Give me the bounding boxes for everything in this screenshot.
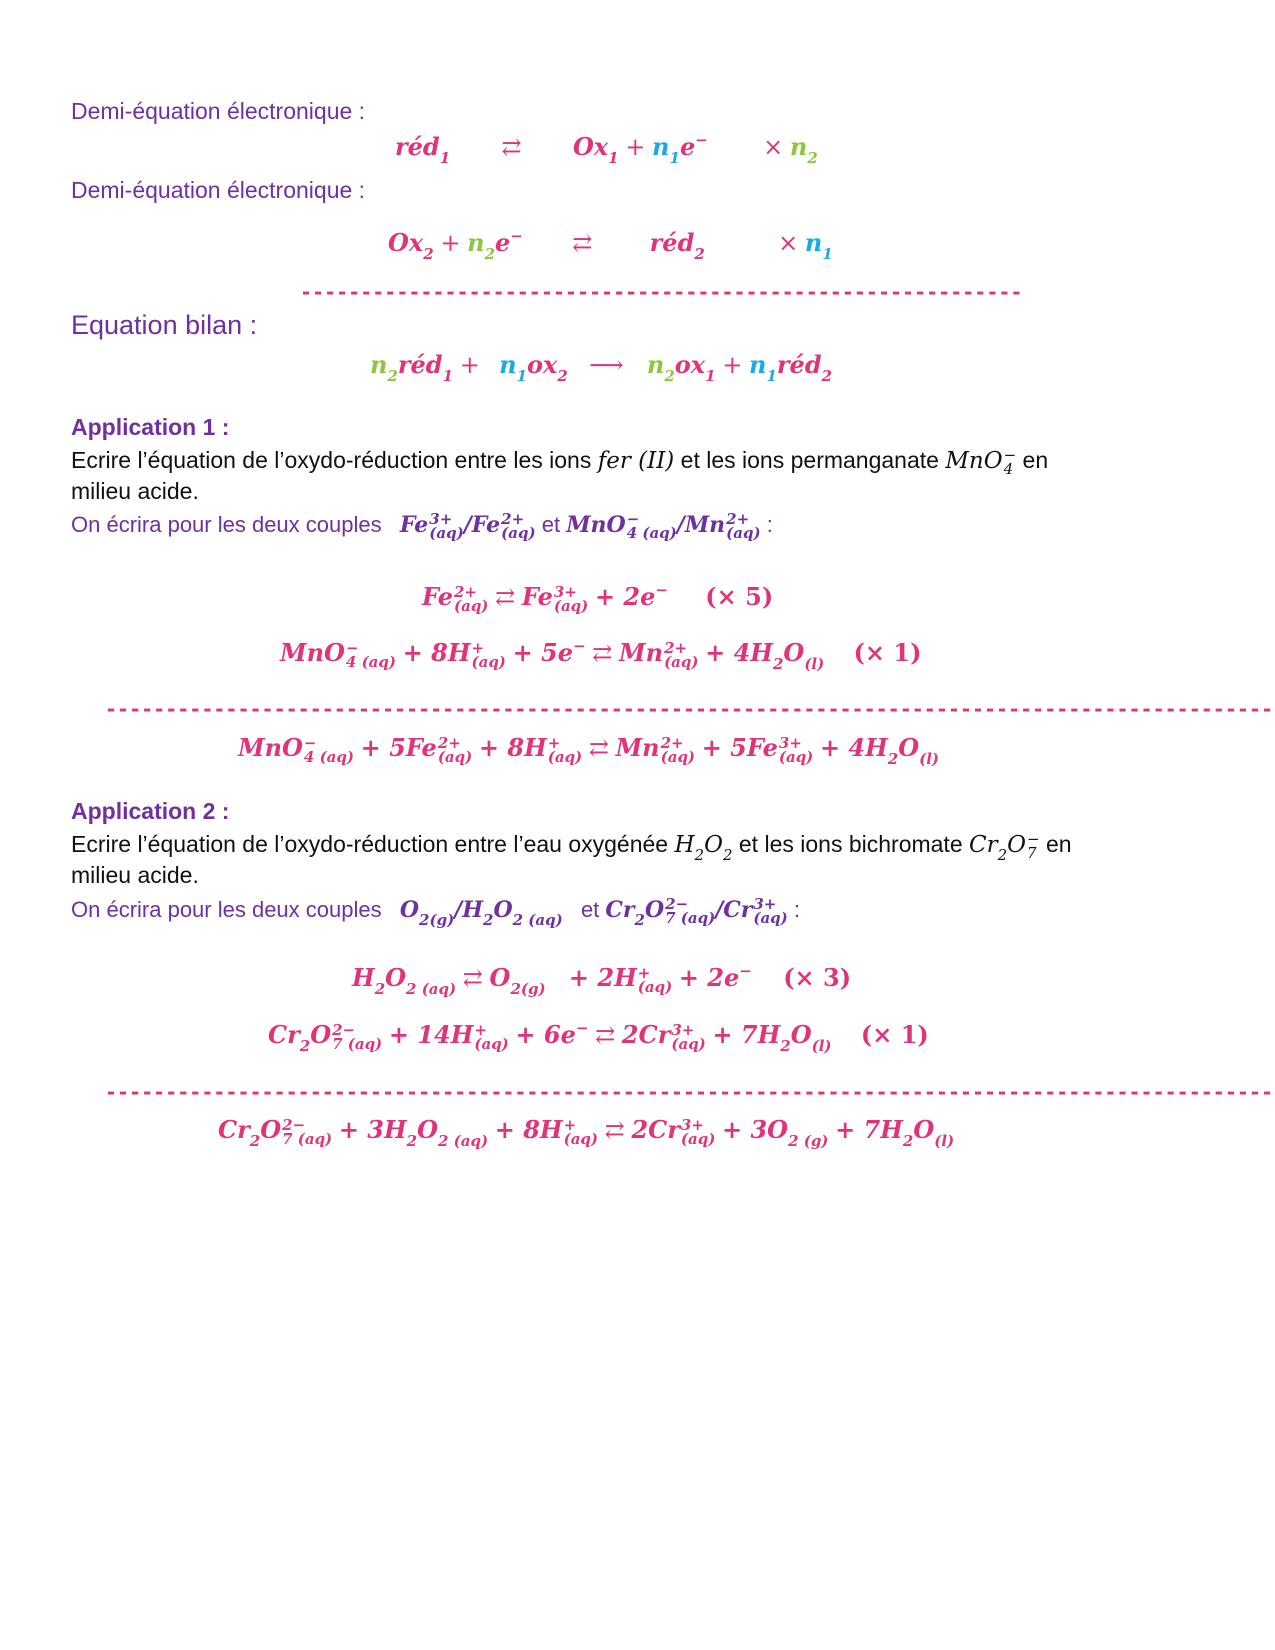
coef-n2: $n_2$ <box>370 350 398 385</box>
demi-equation-1 <box>395 131 818 167</box>
coef-n1b: $n_1$ <box>749 350 777 385</box>
couple-fe: Fe 3+ (aq) /Fe 2+ (aq) <box>399 510 536 542</box>
statement-text-2: et les ions permanganate <box>674 447 946 473</box>
application-2-title: Application 2 : <box>71 798 230 824</box>
coef-n1: $n_1$ <box>499 350 528 385</box>
red-term: réd$_2$ <box>649 228 705 263</box>
application-2-couples <box>71 895 801 929</box>
electron: e− <box>495 227 523 257</box>
statement-text-2: et les ions bichromate <box>732 831 970 857</box>
h-term: + 8H + (aq) <box>494 1115 598 1148</box>
fe3-term: Fe 3+ (aq) <box>521 582 589 615</box>
n2-multiplier: $n_2$ <box>789 132 818 167</box>
app1-half-equation-1 <box>422 582 773 613</box>
cr2o7-formula: $Cr_2O$ − 7 <box>969 830 1040 864</box>
h2o2-formula: $H_2O_2$ <box>674 832 733 864</box>
fer-ii: fer (II) <box>597 448 675 474</box>
cr2o7-term: $Cr_2O$ 2− 7 (aq) <box>268 1020 383 1055</box>
application-2-statement-line2: milieu acide. <box>71 862 199 888</box>
plus-sign: + <box>459 351 480 379</box>
app2-half-equation-2 <box>268 1019 929 1055</box>
app2-half-equation-1 <box>352 962 852 998</box>
plus-sign: + <box>625 133 646 161</box>
mno4-term: MnO − 4 (aq) <box>238 733 354 766</box>
plus-sign: + <box>440 229 461 257</box>
equilibrium-arrow: ⇄ <box>604 1116 625 1144</box>
et-word: et <box>541 512 561 537</box>
statement-text-3: en <box>1039 831 1072 857</box>
multiplier: (× 1) <box>853 638 922 667</box>
application-1-couples <box>71 512 773 540</box>
couple-cr: $Cr_2O$ 2− 7 (aq) /Cr 3+ (aq) <box>605 895 788 929</box>
times-sign: × <box>763 133 784 161</box>
statement-text: Ecrire l’équation de l’oxydo-réduction entre l’eau oxygénée <box>71 831 675 857</box>
h-term: + 2H + (aq) <box>568 963 673 996</box>
application-2-statement <box>71 830 1072 864</box>
electron: e− <box>679 131 708 161</box>
application-1-statement-line2: milieu acide. <box>71 478 199 504</box>
mno4-formula: MnO − 4 <box>945 446 1017 478</box>
colon: : <box>793 897 801 922</box>
electron-term: + 2e− <box>594 581 668 611</box>
demi-equation-1-label: Demi-équation électronique : <box>71 98 366 124</box>
mn-term: Mn 2+ (aq) <box>619 638 699 671</box>
h2o2-term: $H_2O_{2 (aq)}$ <box>352 963 457 998</box>
application-1-title: Application 1 : <box>71 414 230 440</box>
n2-coefficient: $n_2$ <box>467 228 495 263</box>
o2-term: + $3O_{2 (g)}$ <box>721 1115 829 1150</box>
couples-label: On écrira pour les deux couples <box>71 897 382 922</box>
reaction-arrow: ⟶ <box>589 351 624 379</box>
statement-text: Ecrire l’équation de l’oxydo-réduction entre les ions <box>71 447 598 473</box>
electron-term: + 2e− <box>678 962 752 992</box>
fe3-term: + 5Fe 3+ (aq) <box>701 733 814 766</box>
ox-term: $Ox_2$ <box>388 228 434 263</box>
couple-o2: $O_{2(g)}/H_2O_{2 (aq)}$ <box>399 897 563 929</box>
equilibrium-arrow: ⇄ <box>595 1021 616 1049</box>
multiplier: (× 3) <box>783 963 852 992</box>
mn-term: Mn 2+ (aq) <box>615 733 696 766</box>
equilibrium-arrow: ⇄ <box>572 229 593 257</box>
red2-term: réd$_2$ <box>776 350 833 385</box>
equilibrium-arrow: ⇄ <box>462 964 483 992</box>
h-term: + 14H + (aq) <box>388 1020 509 1053</box>
statement-text-3: en <box>1016 447 1049 473</box>
et-word: et <box>580 897 600 922</box>
electron-term: + 5e− <box>512 637 586 667</box>
app1-half-equation-2 <box>280 637 922 673</box>
fe2-term: + 5Fe 2+ (aq) <box>360 733 473 766</box>
multiplier: (× 1) <box>860 1020 929 1049</box>
water-term: + $7H_2O_{(l)}$ <box>712 1020 832 1055</box>
cr3-term: 2Cr 3+ (aq) <box>631 1115 716 1148</box>
app2-equation-bilan <box>218 1115 955 1150</box>
h-term: + 8H + (aq) <box>478 733 583 766</box>
electron-term: + 6e− <box>515 1019 589 1049</box>
water-term: + $4H_2O_{(l)}$ <box>705 638 825 673</box>
equilibrium-arrow: ⇄ <box>592 639 613 667</box>
couples-label: On écrira pour les deux couples <box>71 512 382 537</box>
application-1-statement <box>71 447 1048 476</box>
fe2-term: Fe 2+ (aq) <box>422 582 489 615</box>
coef-n2b: $n_2$ <box>646 350 675 385</box>
o2-term: $O_{2(g)}$ <box>489 963 546 998</box>
h2o2-term: + $3H_2O_{2 (aq)}$ <box>338 1115 489 1150</box>
red-term: réd$_1$ <box>395 132 451 167</box>
h-term: + 8H + (aq) <box>402 638 506 671</box>
separator-line-app2: ------------------------------------------------------------------------------------------------- <box>105 1080 1273 1104</box>
separator-line: ------------------------------------------------------------ <box>300 280 1023 304</box>
water-term: + $4H_2O_{(l)}$ <box>819 733 940 768</box>
multiplier: (× 5) <box>705 582 774 611</box>
equation-bilan <box>370 350 833 385</box>
demi-equation-2 <box>388 227 833 263</box>
cr3-term: 2Cr 3+ (aq) <box>621 1020 706 1053</box>
n1-coefficient: $n_1$ <box>652 132 680 167</box>
app1-equation-bilan <box>238 733 940 768</box>
colon: : <box>766 512 773 537</box>
demi-equation-2-label: Demi-équation électronique : <box>71 177 366 203</box>
water-term: + $7H_2O_{(l)}$ <box>835 1115 955 1150</box>
couple-mn: MnO − 4 (aq) /Mn 2+ (aq) <box>566 510 761 542</box>
equilibrium-arrow: ⇄ <box>501 133 522 161</box>
mno4-term: MnO − 4 (aq) <box>280 638 396 671</box>
equilibrium-arrow: ⇄ <box>588 734 609 762</box>
separator-line-app1: ------------------------------------------------------------------------------------------------- <box>105 697 1273 721</box>
ox-term: $Ox_1$ <box>572 132 619 167</box>
equation-bilan-label: Equation bilan : <box>71 310 258 340</box>
ox2-term: $ox_2$ <box>527 350 568 385</box>
ox1-term: $ox_1$ <box>674 350 716 385</box>
plus-sign-2: + <box>722 351 743 379</box>
red1-term: réd$_1$ <box>397 350 454 385</box>
n1-multiplier: $n_1$ <box>804 228 833 263</box>
cr2o7-term: $Cr_2O$ 2− 7 (aq) <box>218 1115 333 1150</box>
equilibrium-arrow: ⇄ <box>495 583 516 611</box>
times-sign: × <box>778 229 799 257</box>
